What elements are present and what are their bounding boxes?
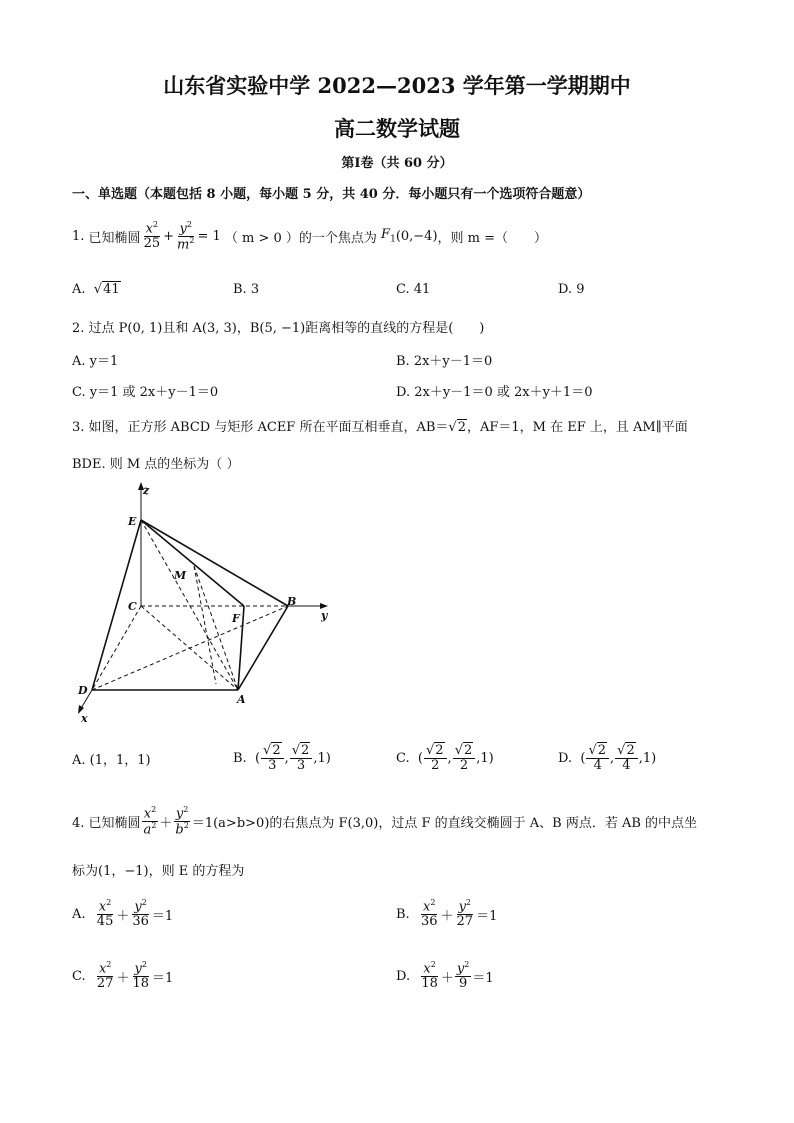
q1-condition: （ m > 0 ）的一个焦点为 [224,230,377,246]
label-C: C [128,600,137,613]
question-3: 3. 如图，正方形 ABCD 与矩形 ACEF 所在平面互相垂直，AB＝√2，AF＝1，M 在 EF 上，且 AM∥平面 [72,420,688,435]
q3-option-d[interactable]: D. ( $\frac{√2}{4}$ , $\frac{√2}{4}$ ,1) [558,742,657,773]
label-E: E [128,515,137,528]
label-A: A [237,693,246,706]
exam-title: 山东省实验中学 2022—2023 学年第一学期期中 [163,73,631,98]
q1-option-b[interactable]: B. 3 [233,282,260,297]
section-heading: 一、单选题（本题包括 8 小题，每小题 5 分，共 40 分．每小题只有一个选项符合题意） [72,187,591,202]
label-y: y [321,609,328,622]
q3-option-b[interactable]: B. ( $\frac{√2}{3}$ , $\frac{√2}{3}$ ,1) [233,742,331,773]
question-1: 1. 已知椭圆 $\frac{x^2}{25}$ + $\frac{y^2}{m^2}$ = 1 （ m > 0 ）的一个焦点为 $F_1$ (0,−4) ，则 m =（ ） [72,219,548,252]
part-heading: 第Ⅰ卷（共 60 分） [341,156,453,171]
question-3-line2: BDE. 则 M 点的坐标为（ ） [72,457,240,472]
q4-option-b[interactable]: B. $\frac{x^2}{36}$ ＋ $\frac{y^2}{27}$ ＝1 [396,898,498,930]
question-2: 2. 过点 P(0, 1)且和 A(3, 3)，B(5, −1)距离相等的直线的方程是( ) [72,321,485,336]
sqrt-icon: √41 [93,282,120,297]
label-z: z [143,484,150,497]
label-D: D [78,684,88,697]
question-4: 4. 已知椭圆 $\frac{x^2}{a^2}$ ＋ $\frac{y^2}{b^2}$ ＝1(a>b>0)的右焦点为 F(3,0)，过点 F 的直线交椭圆于 A、B 两点．若 AB 的中点坐 [72,804,698,837]
cube-figure [70,478,340,726]
q4-option-c[interactable]: C. $\frac{x^2}{27}$ ＋ $\frac{y^2}{18}$ ＝1 [72,960,174,992]
q1-frac-y: $\frac{y^2}{m^2}$ [177,219,195,252]
q4-option-a[interactable]: A. $\frac{x^2}{45}$ ＋ $\frac{y^2}{36}$ ＝1 [72,898,174,930]
sqrt-icon: √2 [448,420,466,435]
q1-post: ，则 m =（ ） [437,230,548,246]
q1-eq: = 1 [197,228,221,244]
q1-option-a[interactable]: A. √41 [72,282,120,297]
label-B: B [287,595,297,608]
q1-frac-x: $\frac{x^2}{25}$ [143,220,161,252]
label-x: x [81,712,88,725]
label-M: M [174,569,187,582]
q1-option-c[interactable]: C. 41 [396,282,431,297]
question-4-line2: 标为(1，−1)，则 E 的方程为 [72,864,245,879]
exam-subtitle: 高二数学试题 [334,116,460,141]
q2-option-a[interactable]: A. y＝1 [72,354,119,369]
q1-focus: $F_1$ [381,227,396,245]
q2-option-b[interactable]: B. 2x＋y－1＝0 [396,354,493,369]
label-F: F [232,612,240,625]
q4-option-d[interactable]: D. $\frac{x^2}{18}$ ＋ $\frac{y^2}{9}$ ＝1 [396,960,494,992]
q3-option-a[interactable]: A. (1，1，1) [72,753,151,768]
q3-option-c[interactable]: C. ( $\frac{√2}{2}$ , $\frac{√2}{2}$ ,1) [396,742,494,773]
q1-option-d[interactable]: D. 9 [558,282,585,297]
q1-number: 1. [72,228,85,244]
q2-option-c[interactable]: C. y＝1 或 2x＋y－1＝0 [72,385,219,400]
q1-pre: 已知椭圆 [88,230,141,246]
q2-option-d[interactable]: D. 2x＋y－1＝0 或 2x＋y＋1＝0 [396,385,593,400]
q1-focus-point: (0,−4) [395,228,438,244]
